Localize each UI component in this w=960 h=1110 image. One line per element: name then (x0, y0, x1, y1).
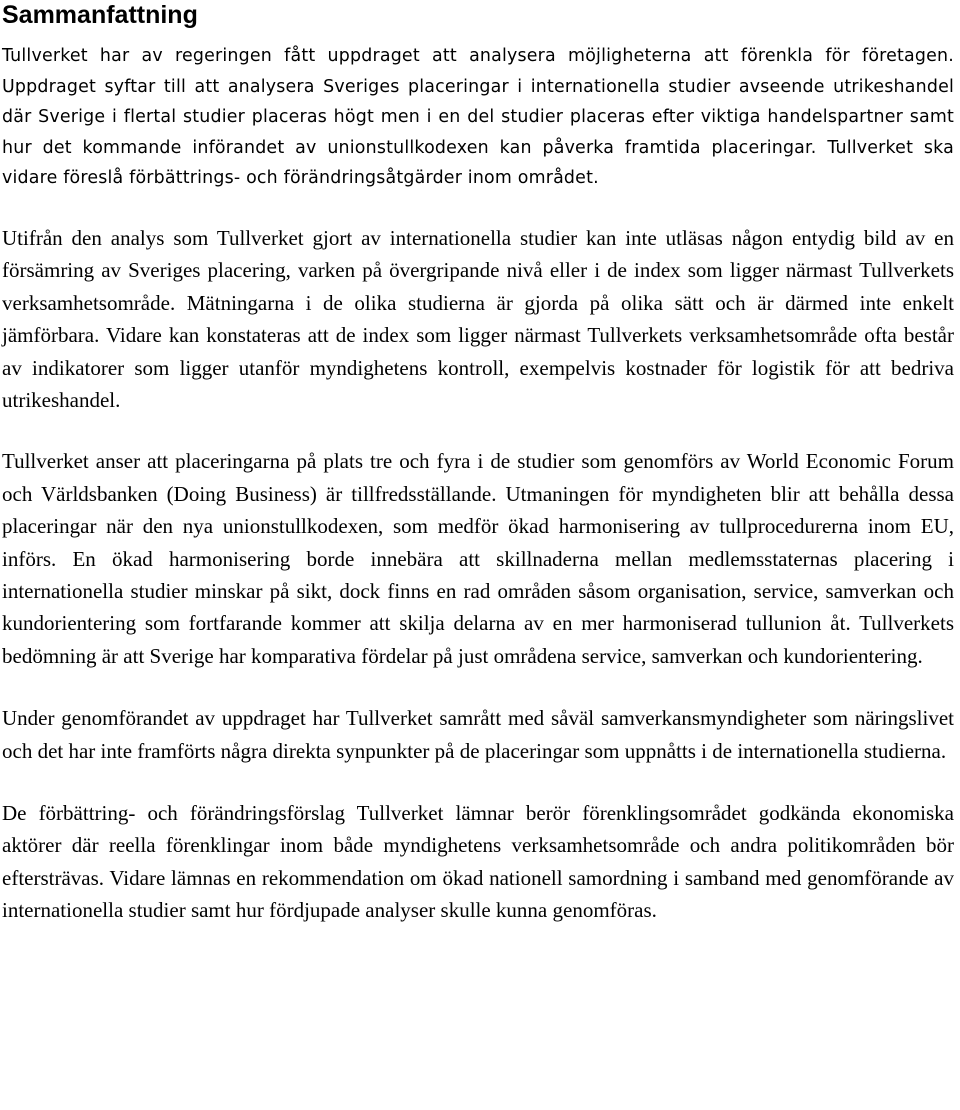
paragraph-5: De förbättring- och förändringsförslag Tullverket lämnar berör förenklingsområdet godkända ekonomiska aktörer där reella förenklingar inom både myndighetens verksamhetsområde och andra politikområden bör eftersträvas. Vidare lämnas en rekommendation om ökad nationell samordning i samband med genomförande av internationella studier samt hur fördjupade analyser skulle kunna genomföras. (2, 801, 954, 923)
paragraph-3: Tullverket anser att placeringarna på plats tre och fyra i de studier som genomförs av World Economic Forum och Världsbanken (Doing Business) är tillfredsställande. Utmaningen för myndigheten blir att behålla dessa placeringar när den nya unionstullkodexen, som medför ökad harmonisering av tullprocedurerna inom EU, införs. En ökad harmonisering borde innebära att skillnaderna mellan medlemsstaternas placering i internationella studier minskar på sikt, dock finns en rad områden såsom organisation, service, samverkan och kundorientering som fortfarande kommer att skilja delarna av en mer harmoniserad tullunion åt. Tullverkets bedömning är att Sverige har komparativa fördelar på just områdena service, samverkan och kundorientering. (2, 449, 954, 668)
page-title: Sammanfattning (2, 1, 198, 29)
paragraph-1: Tullverket har av regeringen fått uppdraget att analysera möjligheterna att förenkla för företagen. Uppdraget syftar till att analysera Sveriges placeringar i internationella studier avseende utrikeshandel där Sverige i flertal studier placeras högt men i en del studier placeras efter viktiga handelspartner samt hur det kommande införandet av unionstullkodexen kan påverka framtida placeringar. Tullverket ska vidare föreslå förbättrings- och förändringsåtgärder inom området. (2, 46, 954, 189)
paragraph-2: Utifrån den analys som Tullverket gjort av internationella studier kan inte utläsas någon entydig bild av en försämring av Sveriges placering, varken på övergripande nivå eller i de index som ligger närmast Tullverkets verksamhetsområde. Mätningarna i de olika studierna är gjorda på olika sätt och är därmed inte enkelt jämförbara. Vidare kan konstateras att de index som ligger närmast Tullverkets verksamhetsområde ofta består av indikatorer som ligger utanför myndighetens kontroll, exempelvis kostnader för logistik för att bedriva utrikeshandel. (2, 225, 954, 412)
paragraph-4: Under genomförandet av uppdraget har Tullverket samrått med såväl samverkansmyndigheter som näringslivet och det har inte framförts några direkta synpunkter på de placeringar som uppnåtts i de internationella studierna. (2, 706, 954, 763)
